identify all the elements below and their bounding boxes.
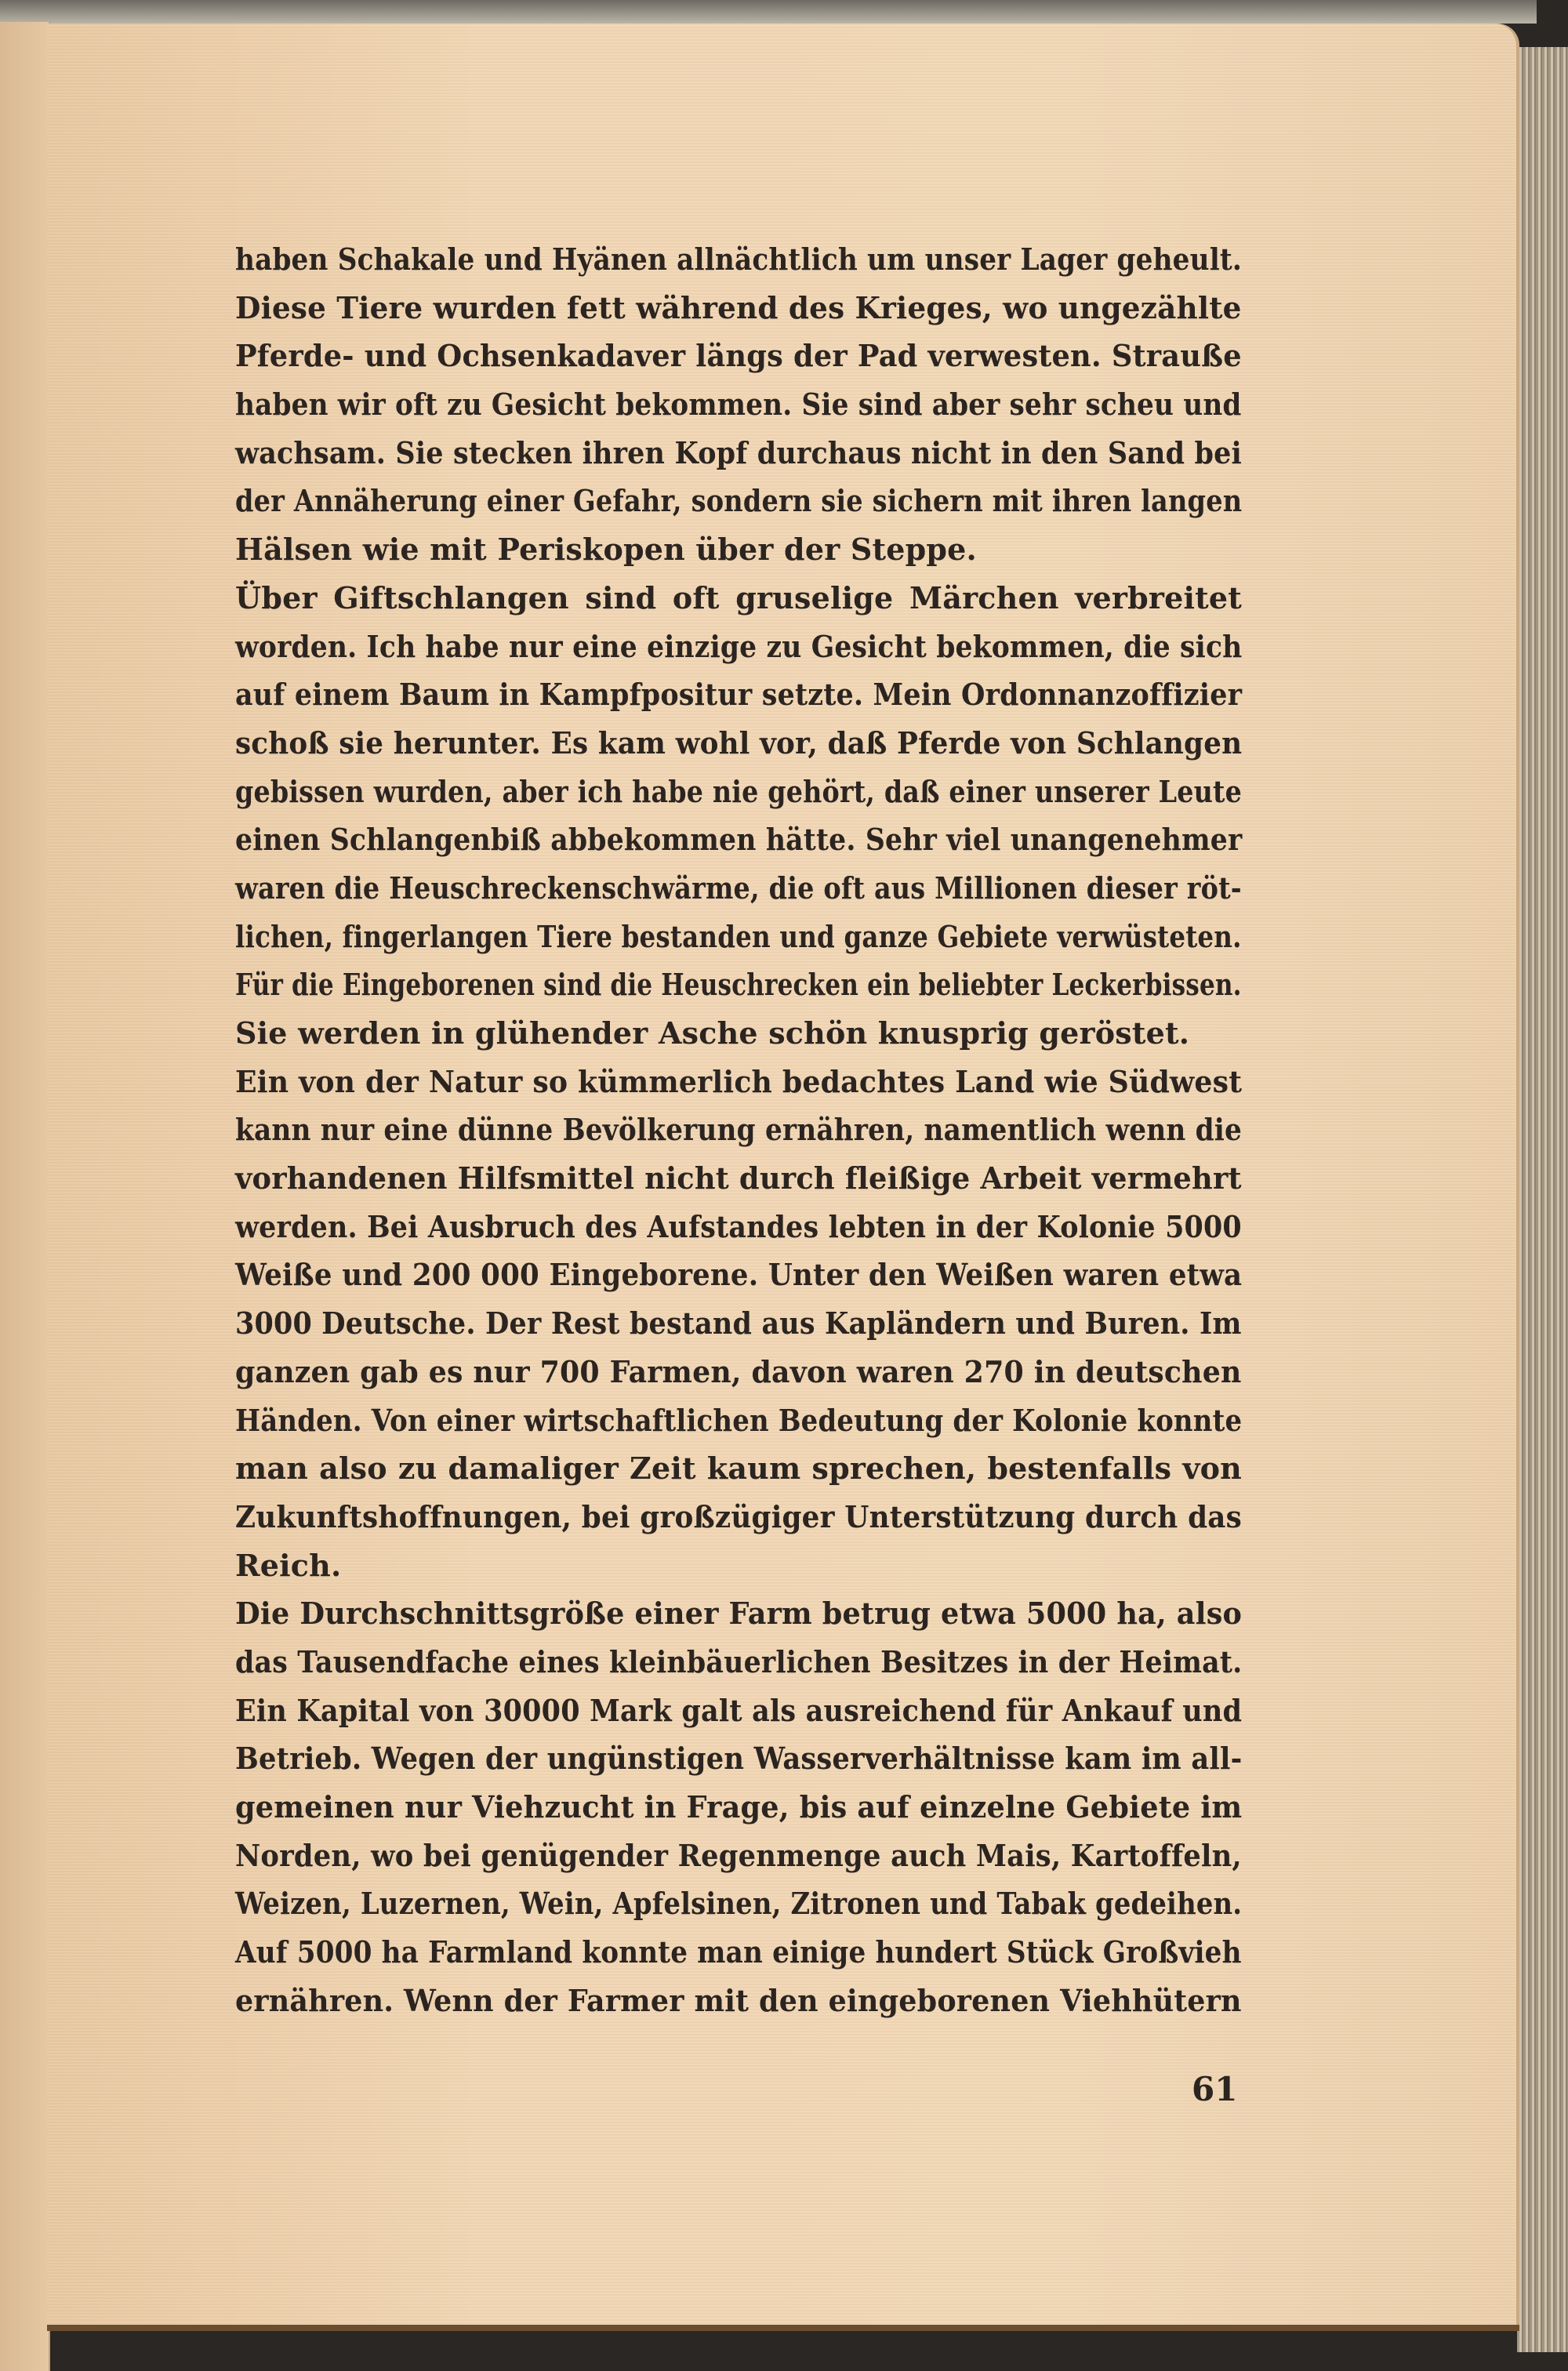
text-line: Ein von der Natur so kümmerlich bedachtes Land wie Südwest — [235, 1063, 1243, 1099]
text-line: kann nur eine dünne Bevölkerung ernähren, namentlich wenn die — [235, 1112, 1242, 1148]
text-line: worden. Ich habe nur eine einzige zu Gesicht bekommen, die sich — [235, 628, 1243, 664]
text-line: Sie werden in glühender Asche schön knusprig geröstet. — [235, 1015, 1190, 1051]
text-line: wachsam. Sie stecken ihren Kopf durchaus nicht in den Sand bei — [235, 434, 1242, 470]
body-text — [235, 235, 1242, 2024]
text-line: das Tausendfache eines kleinbäuerlichen Besitzes in der Heimat. — [235, 1643, 1243, 1679]
text-line: ernähren. Wenn der Farmer mit den eingeborenen Viehhütern — [235, 1982, 1242, 2018]
text-line: haben Schakale und Hyänen allnächtlich um unser Lager geheult. — [235, 241, 1243, 277]
text-line: Ein Kapital von 30000 Mark galt als ausreichend für Ankauf und — [235, 1692, 1243, 1728]
text-line: Weizen, Luzernen, Wein, Apfelsinen, Zitronen und Tabak gedeihen. — [235, 1886, 1243, 1922]
text-line: Über Giftschlangen sind oft gruselige Märchen verbreitet — [235, 579, 1242, 615]
text-line: gebissen wurden, aber ich habe nie gehört, daß einer unserer Leute — [235, 773, 1242, 809]
text-line: schoß sie herunter. Es kam wohl vor, daß Pferde von Schlangen — [235, 724, 1243, 761]
text-line: Händen. Von einer wirtschaftlichen Bedeutung der Kolonie konnte — [235, 1402, 1243, 1438]
text-line: Hälsen wie mit Periskopen über der Steppe. — [235, 532, 977, 568]
text-line: der Annäherung einer Gefahr, sondern sie sichern mit ihren langen — [235, 483, 1243, 519]
page-bottom-edge — [47, 2325, 1519, 2331]
text-line: gemeinen nur Viehzucht in Frage, bis auf einzelne Gebiete im — [235, 1789, 1243, 1825]
text-line: Auf 5000 ha Farmland konnte man einige hundert Stück Großvieh — [235, 1934, 1242, 1970]
text-line: Zukunftshoffnungen, bei großzügiger Unterstützung durch das — [235, 1498, 1242, 1534]
left-page-margin — [0, 22, 50, 2371]
text-line: Norden, wo bei genügender Regenmenge auch Mais, Kartoffeln, — [235, 1837, 1242, 1873]
text-line: lichen, fingerlangen Tiere bestanden und ganze Gebiete verwüsteten. — [235, 918, 1242, 954]
text-line: 3000 Deutsche. Der Rest bestand aus Kapländern und Buren. Im — [235, 1305, 1242, 1342]
text-line: einen Schlangenbiß abbekommen hätte. Sehr viel unangenehmer — [235, 822, 1243, 858]
text-line: man also zu damaliger Zeit kaum sprechen, bestenfalls von — [235, 1451, 1242, 1487]
text-line: waren die Heuschreckenschwärme, die oft aus Millionen dieser röt- — [235, 870, 1242, 906]
page-stack-edges — [1517, 47, 1568, 2352]
book-top-edge — [0, 0, 1537, 24]
text-line: Diese Tiere wurden fett während des Krieges, wo ungezählte — [235, 289, 1242, 325]
text-line: Reich. — [235, 1547, 342, 1583]
text-line: Betrieb. Wegen der ungünstigen Wasserverhältnisse kam im all- — [235, 1741, 1243, 1777]
text-line: Weiße und 200 000 Eingeborene. Unter den Weißen waren etwa — [235, 1257, 1243, 1293]
text-line: auf einem Baum in Kampfpositur setzte. Mein Ordonnanzoffizier — [235, 677, 1243, 713]
page-number: 61 — [1192, 2070, 1238, 2108]
text-line: vorhandenen Hilfsmittel nicht durch fleißige Arbeit vermehrt — [235, 1160, 1242, 1196]
text-line: Die Durchschnittsgröße einer Farm betrug etwa 5000 ha, also — [235, 1596, 1243, 1632]
text-line: werden. Bei Ausbruch des Aufstandes lebten in der Kolonie 5000 — [235, 1208, 1242, 1244]
text-line: Pferde- und Ochsenkadaver längs der Pad verwesten. Strauße — [235, 338, 1242, 374]
text-line: haben wir oft zu Gesicht bekommen. Sie sind aber sehr scheu und — [235, 387, 1242, 423]
text-line: Für die Eingeborenen sind die Heuschrecken ein beliebter Leckerbissen. — [235, 967, 1242, 1003]
text-line: ganzen gab es nur 700 Farmen, davon waren 270 in deutschen — [235, 1353, 1242, 1389]
